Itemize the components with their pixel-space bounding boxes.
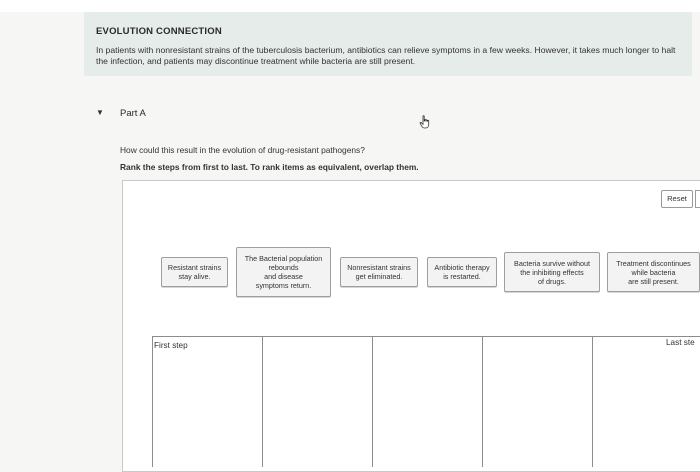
reset-button[interactable]: Reset bbox=[661, 190, 693, 208]
rank-slot-4[interactable] bbox=[483, 337, 593, 467]
top-gap bbox=[0, 0, 700, 12]
rank-item-bacteria-survive[interactable]: Bacteria survive without the inhibiting effects of drugs. bbox=[504, 252, 600, 292]
question-text: How could this result in the evolution of drug-resistant pathogens? bbox=[120, 145, 365, 155]
last-step-label: Last ste bbox=[666, 338, 695, 347]
rank-slot-5[interactable] bbox=[593, 337, 700, 467]
rank-item-therapy-restarted[interactable]: Antibiotic therapy is restarted. bbox=[427, 257, 497, 287]
intro-title: EVOLUTION CONNECTION bbox=[96, 26, 222, 37]
rank-item-resistant-strains[interactable]: Resistant strains stay alive. bbox=[161, 257, 228, 287]
collapse-triangle-icon[interactable]: ▼ bbox=[96, 108, 104, 117]
rank-slot-3[interactable] bbox=[373, 337, 483, 467]
rank-slot-2[interactable] bbox=[263, 337, 373, 467]
rank-item-population-rebounds[interactable]: The Bacterial population rebounds and disease symptoms return. bbox=[236, 247, 331, 297]
part-title[interactable]: Part A bbox=[120, 108, 146, 119]
first-step-label: First step bbox=[154, 341, 188, 350]
intro-text: In patients with nonresistant strains of the tuberculosis bacterium, antibiotics can relieve symptoms in a few weeks. However, it takes much longer to halt the infection, and patients may discontinue treatment while bacteria are still present. bbox=[96, 45, 676, 66]
rank-slot-1[interactable] bbox=[153, 337, 263, 467]
instruction-text: Rank the steps from first to last. To rank items as equivalent, overlap them. bbox=[120, 162, 419, 172]
intro-panel bbox=[84, 12, 692, 76]
rank-item-treatment-discontinues[interactable]: Treatment discontinues while bacteria are still present. bbox=[607, 252, 700, 292]
help-button[interactable] bbox=[695, 190, 700, 208]
rank-item-nonresistant-eliminated[interactable]: Nonresistant strains get eliminated. bbox=[340, 257, 418, 287]
pointer-hand-icon bbox=[419, 115, 432, 129]
ranking-slots bbox=[152, 336, 700, 467]
